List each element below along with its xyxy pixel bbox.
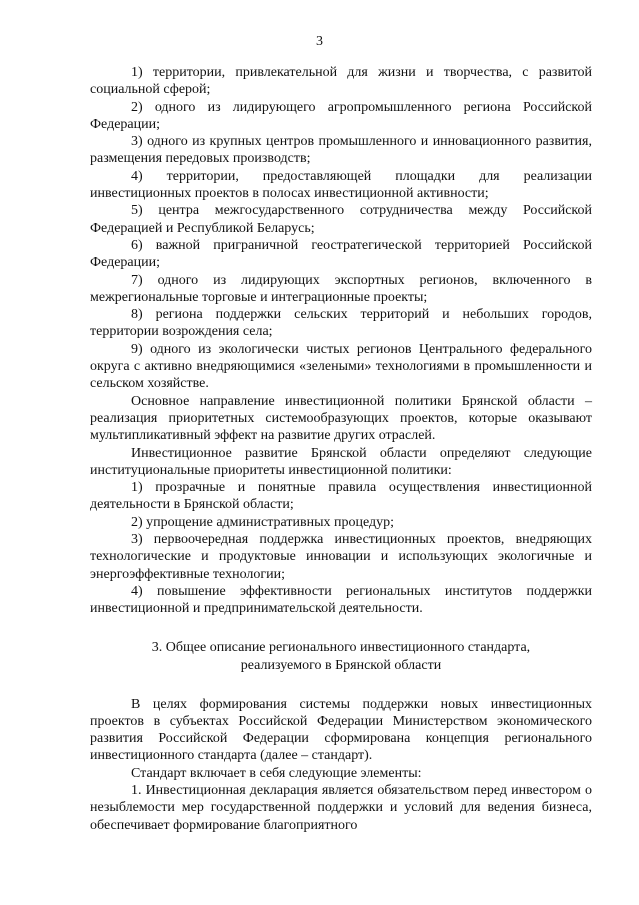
list-item-export-region: 7) одного из лидирующих экспортных регионов, включенного в межрегиональные торговые и интеграционные проекты; xyxy=(90,272,592,305)
list-item-territory-attractive: 1) территории, привлекательной для жизни и творчества, с развитой социальной сферой; xyxy=(90,65,592,98)
document-body xyxy=(90,64,592,834)
paragraph-standard-elements: Стандарт включает в себя следующие элементы: xyxy=(131,765,422,781)
priority-item-innovation-support: 3) первоочередная поддержка инвестиционных проектов, внедряющих технологические и продуктовые инновации и использующих экологичные и энергоэффективные технологии; xyxy=(90,532,592,582)
section-heading-line-1: 3. Общее описание регионального инвестиционного стандарта, xyxy=(151,639,531,655)
list-item-industrial-center: 3) одного из крупных центров промышленного и инновационного развития, размещения передовых производств; xyxy=(90,134,592,167)
paragraph-standard-concept: В целях формирования системы поддержки новых инвестиционных проектов в субъектах Российской Федерации Министерством экономического развития Российской Федерации сформирована концепция регионального инвестиционного стандарта (далее – стандарт). xyxy=(90,696,592,764)
priority-item-institutions: 4) повышение эффективности региональных институтов поддержки инвестиционной и предпринимательской деятельности. xyxy=(90,583,592,617)
list-item-border-territory: 6) важной приграничной геостратегической территорией Российской Федерации; xyxy=(90,237,592,271)
list-item-ecology-region: 9) одного из экологически чистых регионов Центрального федерального округа с активно внедряющимися «зелеными» технологиями в промышленности и сельском хозяйстве. xyxy=(90,341,592,392)
page-number: 3 xyxy=(316,34,323,49)
priority-item-simplification: 2) упрощение административных процедур; xyxy=(131,514,395,530)
list-item-agro-region: 2) одного из лидирующего агропромышленного региона Российской Федерации; xyxy=(90,99,592,132)
list-item-belarus-cooperation: 5) центра межгосударственного сотрудничества между Российской Федерацией и Республикой Беларусь; xyxy=(90,203,592,236)
priority-item-transparent-rules: 1) прозрачные и понятные правила осуществления инвестиционной деятельности в Брянской области; xyxy=(90,480,592,513)
section-heading-line-2: реализуемого в Брянской области xyxy=(240,657,442,673)
paragraph-institutional-priorities: Инвестиционное развитие Брянской области определяют следующие институциональные приоритеты инвестиционной политики: xyxy=(90,445,592,478)
paragraph-investment-declaration: 1. Инвестиционная декларация является обязательством перед инвестором о незыблемости мер государственной поддержки и условий для ведения бизнеса, обеспечивает формирование благоприятного xyxy=(90,782,592,833)
section-heading xyxy=(90,639,592,675)
list-item-investment-sites: 4) территории, предоставляющей площадки для реализации инвестиционных проектов в полосах инвестиционной активности; xyxy=(90,168,592,202)
list-item-rural-support: 8) региона поддержки сельских территорий и небольших городов, территории возрождения села; xyxy=(90,307,592,340)
paragraph-main-direction: Основное направление инвестиционной политики Брянской области – реализация приоритетных системообразующих проектов, которые оказывают мультипликативный эффект на развитие других отраслей. xyxy=(90,393,592,444)
